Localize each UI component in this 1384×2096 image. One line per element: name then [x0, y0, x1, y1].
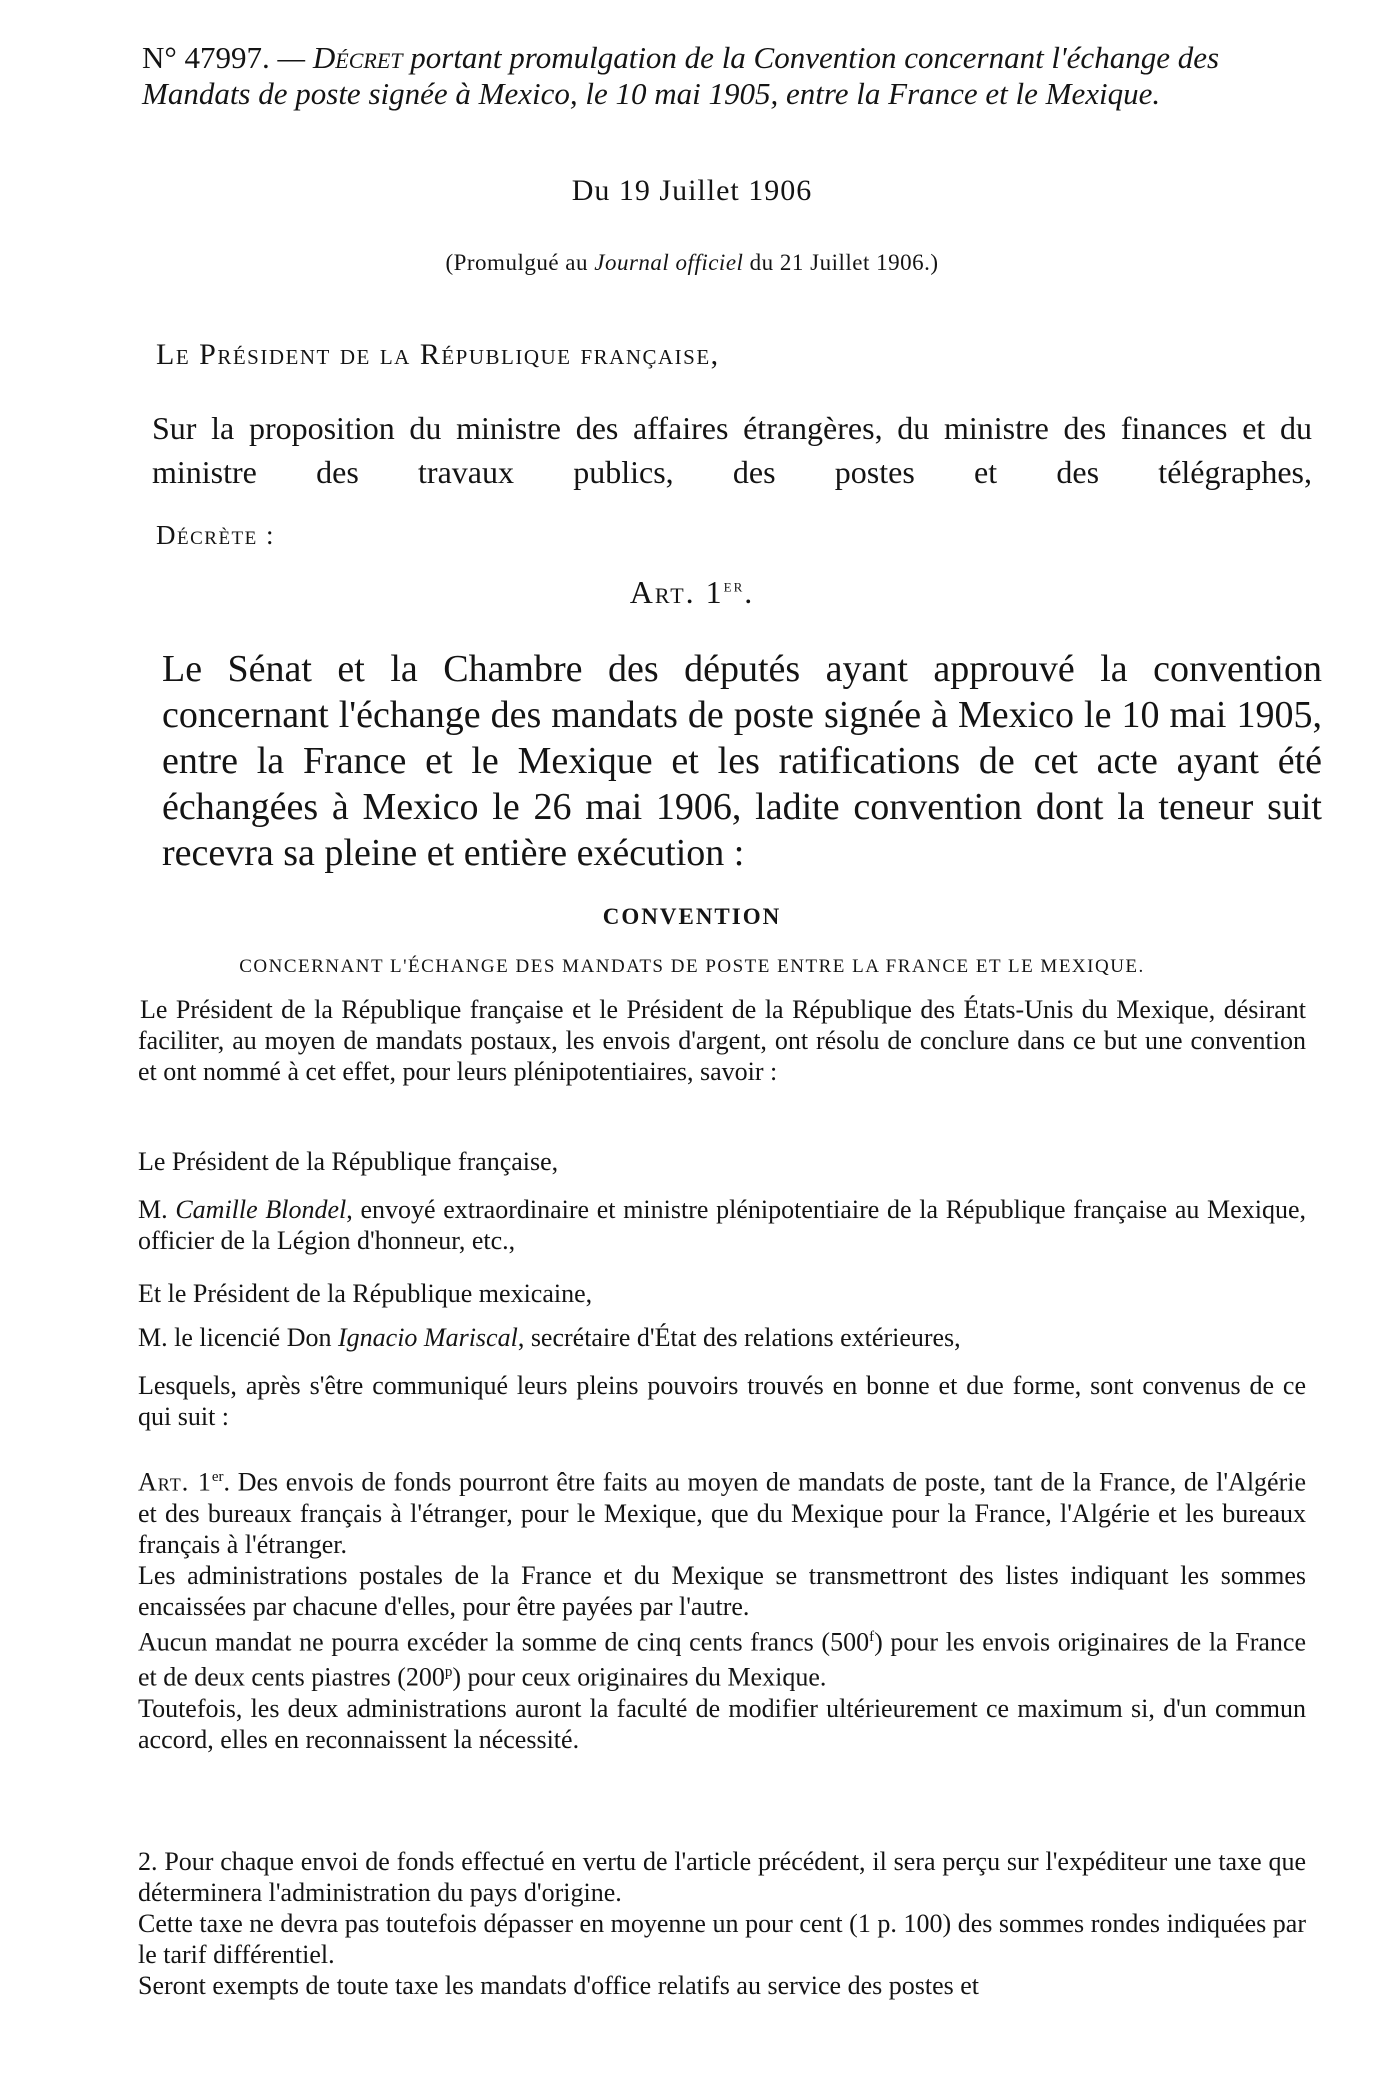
- blondel-name: Camille Blondel: [175, 1195, 347, 1224]
- decree-number: N° 47997.: [142, 40, 270, 75]
- convention-article-1: [138, 1462, 1306, 1755]
- preamble-text: Le Président de la République française et le Président de la République des États-Unis du Mexique, désirant faciliter, au moyen de mandats postaux, les envois d'argent, ont résolu de conclure dans ce but une convention et ont nommé à cet effet, pour leurs plénipotentiaires, savoir :: [138, 995, 1306, 1086]
- article-2-p1: 2. Pour chaque envoi de fonds effectué en vertu de l'article précédent, il sera perçu sur l'expéditeur une taxe que déterminera l'administration du pays d'origine.: [138, 1847, 1306, 1907]
- article-1-p2: Les administrations postales de la France et du Mexique se transmettront des listes indiquant les sommes encaissées par chacune d'elles, pour être payées par l'autre.: [138, 1560, 1306, 1621]
- blondel-prefix: M.: [138, 1195, 176, 1224]
- decree-title: portant promulgation de la Convention concernant l'échange des Mandats de poste signée à Mexico, le 10 mai 1905, entre la France et le Mexique.: [142, 40, 1220, 111]
- convention-subtitle: CONCERNANT L'ÉCHANGE DES MANDATS DE POSTE ENTRE LA FRANCE ET LE MEXIQUE.: [239, 956, 1145, 977]
- blondel-rest: , envoyé extraordinaire et ministre plénipotentiaire de la République française au Mexique, officier de la Légion d'honneur, etc.,: [138, 1195, 1306, 1255]
- proposal-paragraph: Sur la proposition du ministre des affaires étrangères, du ministre des finances et du ministre des travaux publics, des postes et des télégraphes,: [152, 410, 1312, 490]
- mariscal-name: Ignacio Mariscal: [338, 1323, 518, 1352]
- promulgation-prefix: (Promulgué au: [445, 250, 595, 275]
- president-fr-line: Le Président de la République française,: [138, 1147, 559, 1176]
- p3-a: Aucun mandat ne pourra excéder la somme de cinq cents francs (500: [138, 1627, 870, 1657]
- promulgation-note: [0, 250, 1384, 276]
- conv-art1-text: . Des envois de fonds pourront être faits au moyen de mandats de poste, tant de la France, de l'Algérie et des bureaux français à l'étranger, pour le Mexique, que du Mexique pour la France, l'Algérie et les bureaux français à l'étranger.: [138, 1467, 1307, 1559]
- article-sup: er: [723, 575, 745, 596]
- mariscal-rest: , secrétaire d'État des relations extérieures,: [517, 1323, 961, 1352]
- main-paragraph: [152, 646, 1322, 876]
- mariscal-line: [138, 1322, 1306, 1353]
- decree-date: Du 19 Juillet 1906: [571, 174, 813, 207]
- p3-sup-p: p: [444, 1664, 453, 1681]
- p3-c: ) pour ceux originaires du Mexique.: [452, 1662, 827, 1692]
- president-heading: Le Président de la République française,: [156, 338, 720, 371]
- article-1-p3: [138, 1622, 1306, 1693]
- convention-article-2: [138, 1846, 1306, 2001]
- article-1-p1: [138, 1462, 1306, 1560]
- article-2-p2: Cette taxe ne devra pas toutefois dépasser en moyenne un pour cent (1 p. 100) des sommes rondes indiquées par le tarif différentiel.: [138, 1909, 1306, 1969]
- p3-sup-f: f: [869, 1628, 875, 1645]
- main-paragraph-text: Le Sénat et la Chambre des députés ayant approuvé la convention concernant l'échange des mandats de poste signée à Mexico le 10 mai 1905, entre la France et le Mexique et les ratifications de cet acte ayant été échangées à Mexico le 26 mai 1906, ladite convention dont la teneur suit recevra sa pleine et entière exécution :: [162, 648, 1322, 874]
- convention-preamble: [138, 994, 1306, 1087]
- blondel-paragraph: [138, 1194, 1306, 1256]
- convention-title: CONVENTION: [602, 904, 782, 929]
- p3-b: ) pour les envois originaires de la France et de deux cents piastres (200: [138, 1627, 1306, 1692]
- article-2-p3: Seront exempts de toute taxe les mandats d'office relatifs au service des postes et: [138, 1971, 979, 2000]
- article-1-p4: Toutefois, les deux administrations auront la faculté de modifier ultérieurement ce maximum si, d'un commun accord, elles en reconnaissent la nécessité.: [138, 1693, 1306, 1754]
- lesquels-paragraph: Lesquels, après s'être communiqué leurs pleins pouvoirs trouvés en bonne et due forme, sont convenus de ce qui suit :: [138, 1371, 1306, 1431]
- president-mx-line: Et le Président de la République mexicaine,: [138, 1279, 593, 1308]
- header-dash: —: [269, 40, 313, 75]
- decree-word: Décret: [312, 40, 403, 75]
- decree-header: [142, 40, 1322, 112]
- article-label: Art. 1: [629, 574, 724, 610]
- article-1-heading: [0, 574, 1384, 611]
- mariscal-prefix: M. le licencié Don: [138, 1323, 338, 1352]
- decrete-heading: Décrète :: [156, 520, 276, 550]
- conv-art1-label: Art. 1: [138, 1467, 212, 1497]
- conv-art1-sup: er: [211, 1469, 224, 1485]
- journal-officiel: Journal officiel: [594, 250, 744, 275]
- article-end: .: [744, 574, 755, 610]
- promulgation-suffix: du 21 Juillet 1906.): [743, 250, 939, 275]
